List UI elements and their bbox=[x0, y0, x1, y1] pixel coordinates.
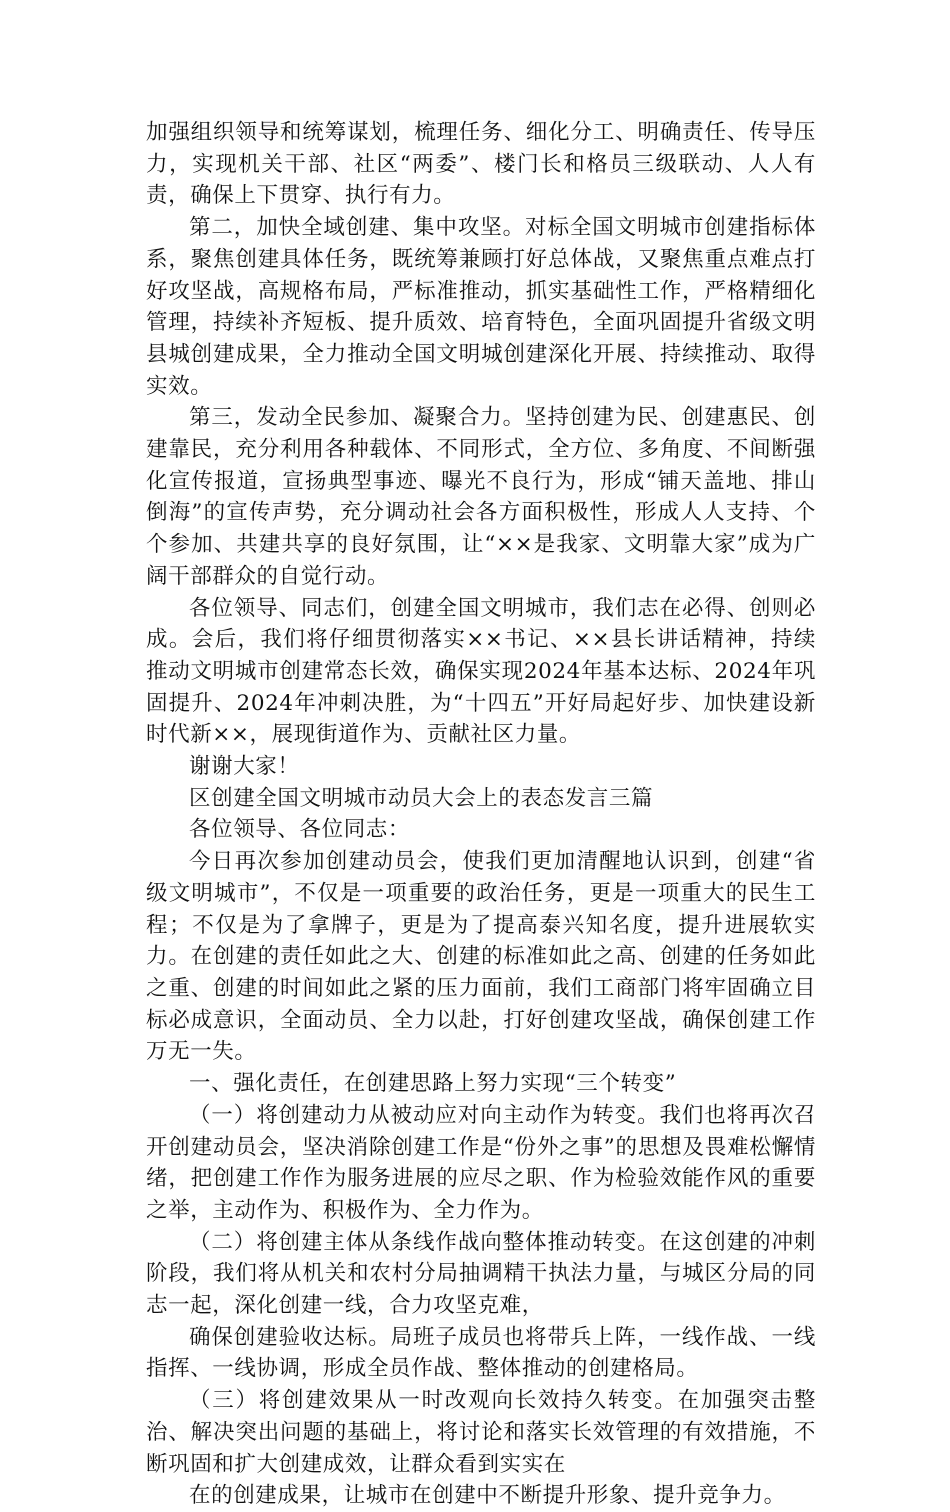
closing-thanks: 谢谢大家！ bbox=[189, 754, 300, 780]
subheading: 一、强化责任，在创建思路上努力实现“三个转变” bbox=[189, 1071, 677, 1097]
paragraph: 确保创建验收达标。局班子成员也将带兵上阵，一线作战、一线指挥、一线协调，形成全员作战、整体推动的创建格局。 bbox=[146, 1324, 816, 1382]
salutation: 各位领导、各位同志： bbox=[189, 817, 411, 843]
paragraph: 第三，发动全民参加、凝聚合力。坚持创建为民、创建惠民、创建靠民，充分利用各种载体、不同形式，全方位、多角度、不间断强化宣传报道，宣扬典型事迹、曝光不良行为，形成“铺天盖地、排山倒海”的宣传声势，充分调动社会各方面积极性，形成人人支持、个个参加、共建共享的良好氛围，让“××是我家、文明靠大家”成为广阔干部群众的自觉行动。 bbox=[146, 405, 816, 589]
paragraph: （三）将创建效果从一时改观向长效持久转变。在加强突击整治、解决突出问题的基础上，将讨论和落实长效管理的有效措施，不断巩固和扩大创建成效，让群众看到实实在 bbox=[146, 1388, 816, 1477]
paragraph: 加强组织领导和统筹谋划，梳理任务、细化分工、明确责任、传导压力，实现机关干部、社区“两委”、楼门长和格员三级联动、人人有责，确保上下贯穿、执行有力。 bbox=[146, 120, 816, 209]
paragraph: 各位领导、同志们，创建全国文明城市，我们志在必得、创则必成。会后，我们将仔细贯彻落实××书记、××县长讲话精神，持续推动文明城市创建常态长效，确保实现2024年基本达标、2024年巩固提升、2024年冲刺决胜，为“十四五”开好局起好步、加快建设新时代新××，展现街道作为、贡献社区力量。 bbox=[146, 595, 816, 748]
section-heading: 区创建全国文明城市动员大会上的表态发言三篇 bbox=[189, 785, 654, 811]
paragraph: （二）将创建主体从条线作战向整体推动转变。在这创建的冲刺阶段，我们将从机关和农村分局抽调精干执法力量，与城区分局的同志一起，深化创建一线，合力攻坚克难， bbox=[146, 1229, 816, 1319]
paragraph: （一）将创建动力从被动应对向主动作为转变。我们也将再次召开创建动员会，坚决消除创建工作是“份外之事”的思想及畏难松懈情绪，把创建工作作为服务进展的应尽之职、作为检验效能作风的重要之举，主动作为、积极作为、全力作为。 bbox=[146, 1102, 816, 1223]
paragraph: 今日再次参加创建动员会，使我们更加清醒地认识到，创建“省级文明城市”，不仅是一项重要的政治任务，更是一项重大的民生工程；不仅是为了拿牌子，更是为了提高泰兴知名度，提升进展软实力。在创建的责任如此之大、创建的标准如此之高、创建的任务如此之重、创建的时间如此之紧的压力面前，我们工商部门将牢固确立目标必成意识，全面动员、全力以赴，打好创建攻坚战，确保创建工作万无一失。 bbox=[146, 849, 816, 1065]
document-body bbox=[146, 117, 816, 1512]
paragraph: 在的创建成果，让城市在创建中不断提升形象、提升竞争力。 bbox=[189, 1483, 786, 1509]
paragraph: 第二，加快全域创建、集中攻坚。对标全国文明城市创建指标体系，聚焦创建具体任务，既统筹兼顾打好总体战，又聚焦重点难点打好攻坚战，高规格布局，严标准推动，抓实基础性工作，严格精细化管理，持续补齐短板、提升质效、培育特色，全面巩固提升省级文明县城创建成果，全力推动全国文明城创建深化开展、持续推动、取得实效。 bbox=[146, 215, 816, 399]
